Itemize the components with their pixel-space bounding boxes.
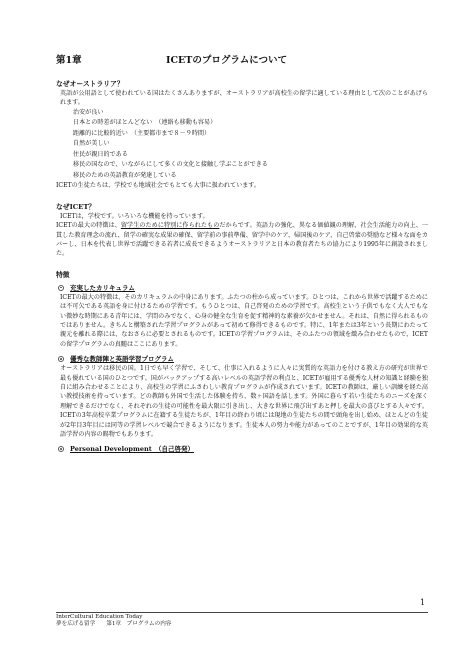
list-item: 日本との時差がほとんどない （連絡も移動も容易） <box>73 119 217 127</box>
circle-bullet-icon <box>58 285 64 291</box>
why-icet-body-underlined: 留学生のために特別に作られたもの <box>120 222 220 230</box>
section-title: 優秀な教師陣と英語学習プログラム <box>70 355 174 364</box>
section-heading-personal-development <box>56 444 428 454</box>
section-body-teachers: オーストラリアは移民の国。1日でも早く学習で、そして、仕事に入れるように人々に実質的な英語力を付ける教え方の研究が世界で最も優れている国のひとつです。国がバックアップする高いレベルの英語学習の利点と、ICETが雇用する優秀な人材の知識と経験を独自に組み合わせることにより、高校生の学習にふさわしい教育プログラムが作成されています。ICETの教師は、厳しい訓練を経た高い教授技術を持っています。どの教師も外国で生活した体験を持ち、数ヶ国語を話します。外国に暮らす若い生徒たちのニーズを深く理解できるだけでなく、それぞれの生徒の可能性を最大限に引き出し、大きな世界に飛び出すあと押しを最大の喜びとする人々です。ICETの3年高校卒業プログラムに在籍する生徒たちが、1年目の終わり頃には現地の生徒たちの間で頭角を出し始め、ほとんどの生徒が2年目3年目には同等の学習レベルで競合できるようになります。生徒本人の努力や能力があってのことですが、1年目の効果的な英語学習の内容の賜物でもあります。 <box>60 365 428 439</box>
why-icet-body <box>56 221 428 259</box>
section-title: 充実したカリキュラム <box>70 283 135 292</box>
chapter-number: 第1章 <box>56 55 82 66</box>
circle-bullet-icon <box>58 446 64 452</box>
list-item: 移民の国なので、いながらにして多くの文化と接触し学ぶことができる <box>73 161 268 169</box>
why-icet-body-post: だからです。英語力の強化、異なる価値観の理解、社会生活能力の向上、一貫した教育理念の流れ、留学の確実な成果の確保、留学前の事前準備、留学中のケア、帰国後のケア、自己啓蒙の奨励など様々な面をカバーし、日本を代表し世界で活躍できる若者に成長できるようオーストラリアと日本の教育者たちの協力により1995年に創設されました。 <box>56 222 429 258</box>
why-australia-closing: ICETの生徒たちは、学校でも地域社会でもとても大事に扱われています。 <box>56 182 261 190</box>
section-heading-curriculum <box>56 283 428 293</box>
footer-line-1: InterCultural Education Today <box>56 614 143 620</box>
why-australia-list <box>56 108 428 182</box>
list-item: 自然が美しい <box>73 140 110 148</box>
list-item: 距離的に比較的近い （主要都市まで８－９時間） <box>73 129 211 137</box>
list-item: 移民のための英語教育が発達している <box>73 171 177 179</box>
list-item: 治安が良い <box>73 108 104 116</box>
chapter-title: ICETのプログラムについて <box>166 55 288 66</box>
page-number: 1 <box>420 598 426 607</box>
why-australia-heading: なぜオーストラリア？ <box>56 80 124 88</box>
why-icet-line1: ICETは，学校です。いろいろな機能を持っています。 <box>60 212 209 220</box>
footer-divider <box>56 612 428 613</box>
footer-line-2: 夢を広げる留学 第1章 プログラムの内容 <box>56 621 172 628</box>
list-item: 住民が親日的である <box>73 150 128 158</box>
page-content <box>56 52 428 454</box>
section-title: Personal Development （自己啓発） <box>70 445 194 454</box>
circle-bullet-icon <box>58 356 64 362</box>
chapter-header <box>56 52 428 66</box>
page-footer <box>56 614 171 629</box>
section-heading-teachers <box>56 354 428 364</box>
why-australia-intro: 英語が公用語として使われている国はたくさんありますが、オーストラリアが高校生の留学に適している理由として次のことがあげられます。 <box>60 90 428 107</box>
section-body-curriculum: ICETの最大の特徴は、そのカリキュラムの中身にあります。ふたつの柱から成っています。ひとつは、これから世界で活躍するためには不可欠である英語を身に付けるための学習です。もうひとつは、自己啓発のための学習です。高校生という子供でもなく大人でもない微妙な時期にある青年には、学問のみでなく、心身の健全な生育を促す精神的な素養が欠かせません。それは、自然に得られるものではありません。きちんと構築された学習プログラムがあって初めて修得できるものです。特に、1年または3年という長期にわたって親元を離れる際には、なおさらに必要とされるものです。ICETの学習プログラムは、そのふたつの領域を緻み合わせたもので、ICETの留学プログラムの真髄はここにあります。 <box>60 293 428 348</box>
why-icet-heading: なぜICET？ <box>56 202 96 211</box>
why-icet-body-pre: ICETの最大の特徴は、 <box>56 222 121 230</box>
features-heading: 特徴 <box>56 270 70 279</box>
